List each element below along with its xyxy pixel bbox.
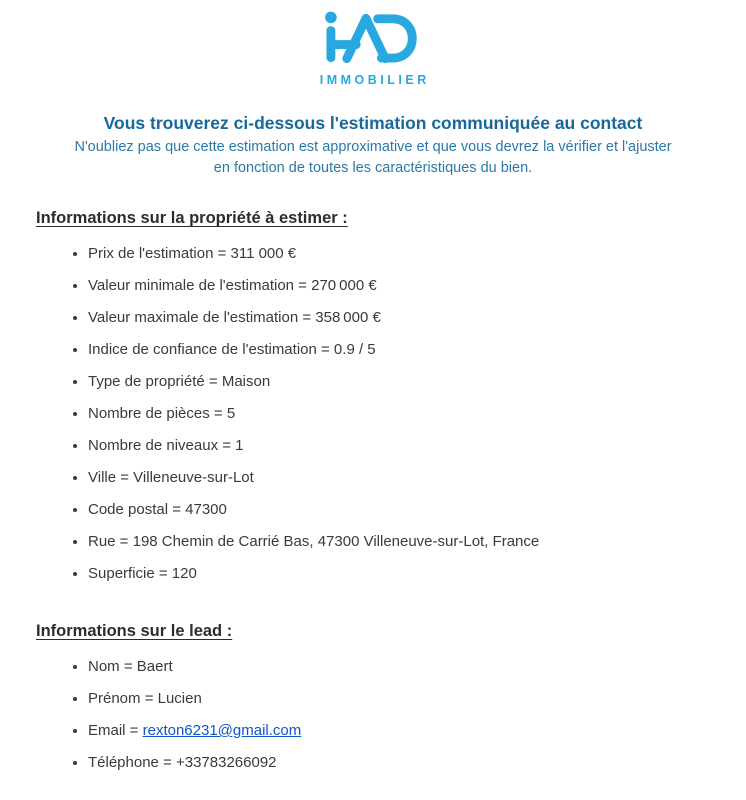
list-item-estimation-max: • Valeur maximale de l'estimation = 358 000 € xyxy=(88,309,746,326)
email-link[interactable]: rexton6231@gmail.com xyxy=(142,722,302,740)
page-title: Vous trouverez ci-dessous l'estimation communiquée au contact xyxy=(103,113,643,133)
brand-logo[interactable] xyxy=(303,9,443,87)
list-item-surface: • Superficie = 120 xyxy=(88,565,746,582)
list-item-city: • Ville = Villeneuve-sur-Lot xyxy=(88,469,746,486)
lead-list xyxy=(36,658,746,771)
list-item-postal-code: • Code postal = 47300 xyxy=(88,501,746,518)
lead-section-heading: Informations sur le lead : xyxy=(36,622,233,641)
list-item-street: • Rue = 198 Chemin de Carrié Bas, 47300 Villeneuve-sur-Lot, France xyxy=(88,533,746,550)
property-list xyxy=(36,245,746,582)
iad-logo-icon xyxy=(309,9,437,67)
list-item-estimation-min: • Valeur minimale de l'estimation = 270 000 € xyxy=(88,277,746,294)
list-item-last-name: • Nom = Baert xyxy=(88,658,746,675)
logo-subtitle: IMMOBILIER xyxy=(319,73,430,87)
list-item-rooms: • Nombre de pièces = 5 xyxy=(88,405,746,422)
list-item-email xyxy=(88,722,746,739)
property-section-heading: Informations sur la propriété à estimer : xyxy=(36,209,348,228)
intro-note xyxy=(0,137,746,179)
list-item-property-type: • Type de propriété = Maison xyxy=(88,373,746,390)
intro-block xyxy=(0,113,746,179)
intro-note-line-1: N'oubliez pas que cette estimation est approximative et que vous devrez la vérifier et l'ajuster xyxy=(74,139,672,155)
intro-note-line-2: en fonction de toutes les caractéristiques du bien. xyxy=(213,160,533,177)
list-item-levels: • Nombre de niveaux = 1 xyxy=(88,437,746,454)
list-item-confidence-index: • Indice de confiance de l'estimation = 0.9 / 5 xyxy=(88,341,746,358)
list-item-estimation-price: • Prix de l'estimation = 311 000 € xyxy=(88,245,746,262)
list-item-phone: • Téléphone = +33783266092 xyxy=(88,754,746,771)
list-item-first-name: • Prénom = Lucien xyxy=(88,690,746,707)
email-label: Email = xyxy=(88,722,143,740)
